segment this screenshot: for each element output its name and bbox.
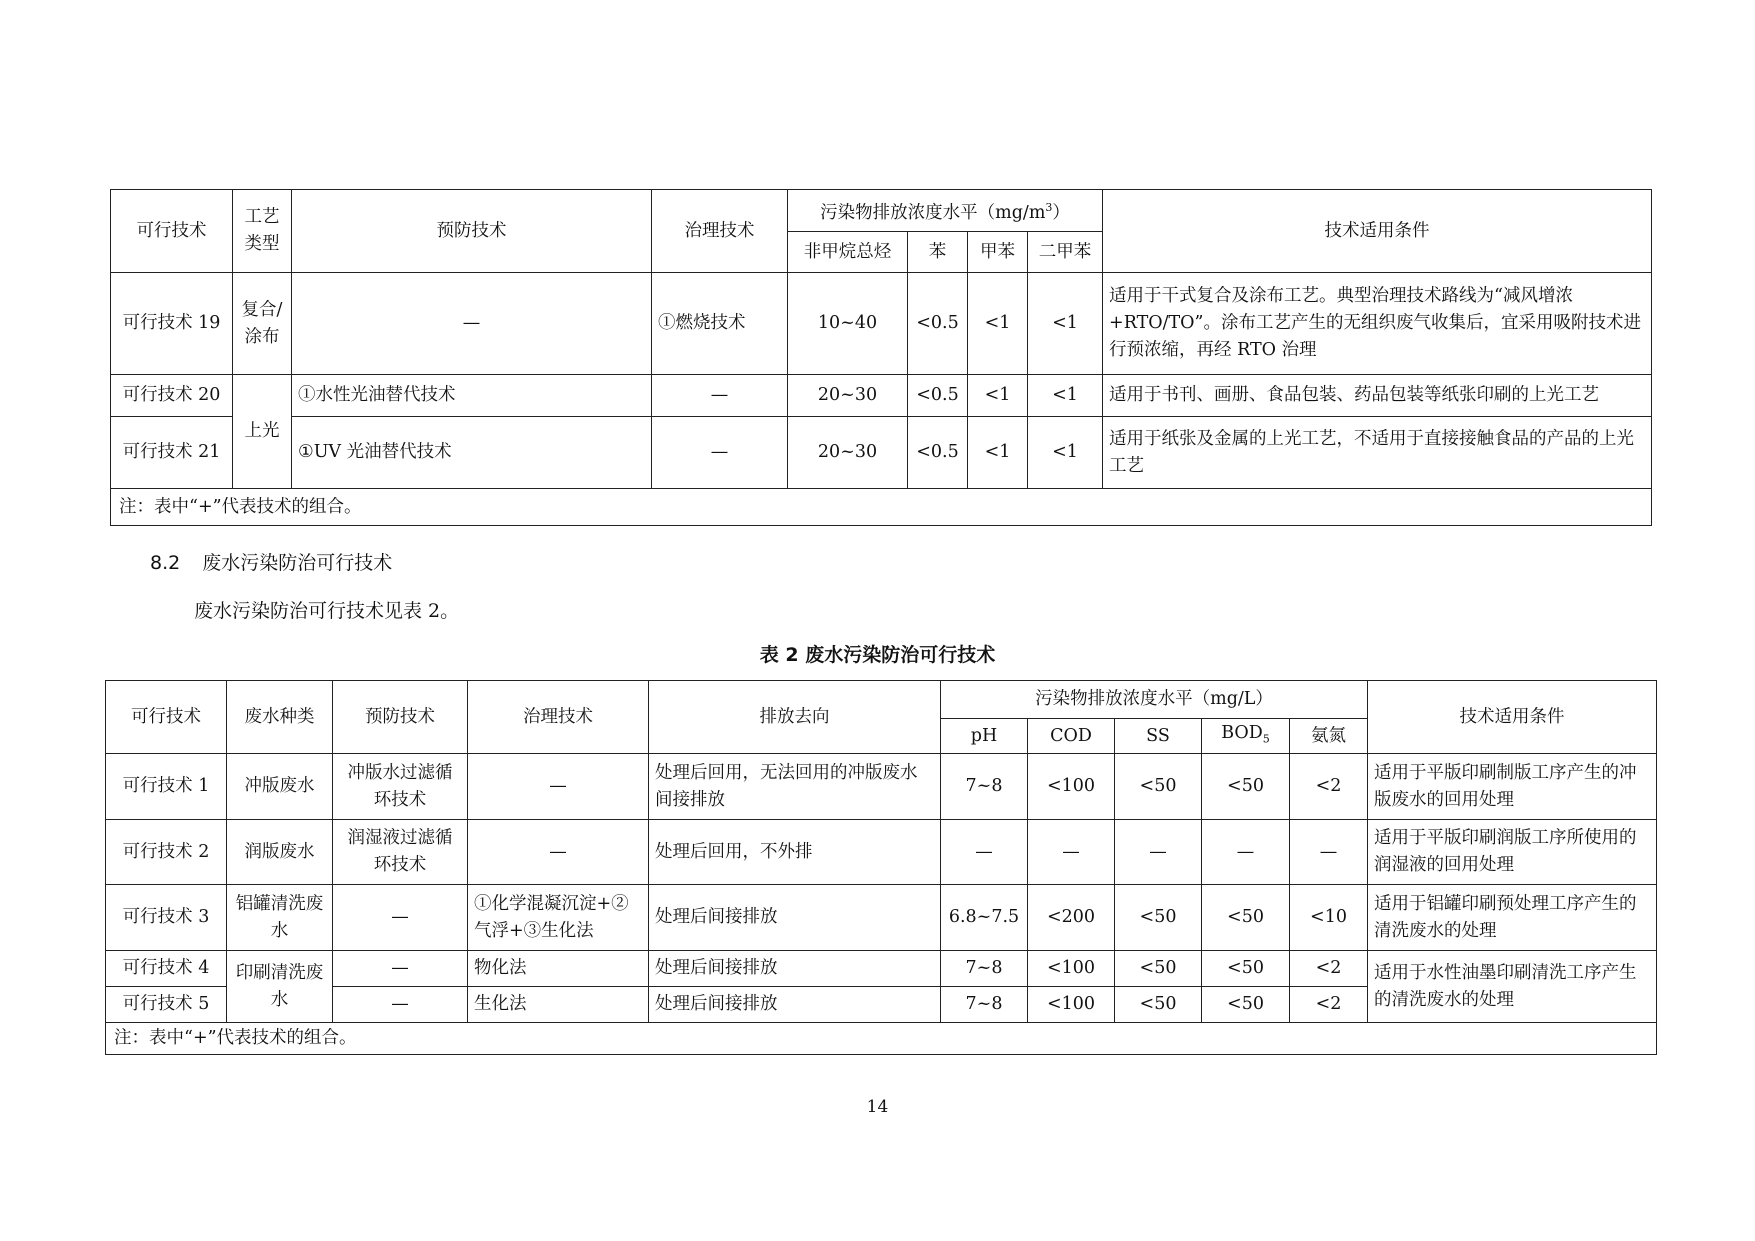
cell-tech: 可行技术 20 (111, 375, 233, 417)
cell-ph: 7~8 (941, 987, 1028, 1023)
header-xylene: 二甲苯 (1028, 232, 1103, 273)
cell-xylene: <1 (1028, 375, 1103, 417)
header-type: 废水种类 (227, 681, 333, 754)
cell-type: 冲版废水 (227, 754, 333, 820)
cell-prevention: ①水性光油替代技术 (292, 375, 652, 417)
cell-condition: 适用于铝罐印刷预处理工序产生的清洗废水的处理 (1368, 885, 1657, 951)
cell-benzene: <0.5 (908, 375, 968, 417)
cell-prevention: — (333, 951, 468, 987)
cell-cod: — (1028, 820, 1115, 885)
header-process: 工艺类型 (233, 190, 292, 273)
cell-treatment: — (468, 754, 649, 820)
cell-ss: <50 (1115, 951, 1202, 987)
cell-condition: 适用于干式复合及涂布工艺。典型治理技术路线为“减风增浓+RTO/TO”。涂布工艺产生的无组织废气收集后，宜采用吸附技术进行预浓缩，再经 RTO 治理 (1103, 273, 1652, 375)
cell-nh3n: <2 (1290, 951, 1368, 987)
section-title: 废水污染防治可行技术 (202, 552, 393, 574)
cell-cod: <100 (1028, 987, 1115, 1023)
cell-prevention: ①UV 光油替代技术 (292, 417, 652, 489)
cell-ph: 7~8 (941, 754, 1028, 820)
cell-tech: 可行技术 21 (111, 417, 233, 489)
cell-tech: 可行技术 3 (106, 885, 227, 951)
cell-type: 润版废水 (227, 820, 333, 885)
header-tech: 可行技术 (111, 190, 233, 273)
cell-ph: — (941, 820, 1028, 885)
cell-toluene: <1 (968, 273, 1028, 375)
cell-condition: 适用于书刊、画册、食品包装、药品包装等纸张印刷的上光工艺 (1103, 375, 1652, 417)
cell-prevention: 润湿液过滤循环技术 (333, 820, 468, 885)
cell-type: 铝罐清洗废水 (227, 885, 333, 951)
header-prevention: 预防技术 (292, 190, 652, 273)
cell-condition: 适用于水性油墨印刷清洗工序产生的清洗废水的处理 (1368, 951, 1657, 1023)
table-note-row (106, 1023, 1657, 1055)
table-note: 注：表中“+”代表技术的组合。 (106, 1023, 1657, 1055)
cell-nmhc: 20~30 (788, 375, 908, 417)
cell-bod: <50 (1202, 885, 1290, 951)
header-condition: 技术适用条件 (1103, 190, 1652, 273)
cell-benzene: <0.5 (908, 273, 968, 375)
header-cod: COD (1028, 719, 1115, 754)
cell-toluene: <1 (968, 417, 1028, 489)
cell-bod: — (1202, 820, 1290, 885)
cell-ss: <50 (1115, 754, 1202, 820)
cell-bod: <50 (1202, 754, 1290, 820)
cell-nh3n: <2 (1290, 987, 1368, 1023)
table-waste-gas-continued (110, 189, 1652, 526)
cell-treatment: ①燃烧技术 (652, 273, 788, 375)
cell-discharge: 处理后间接排放 (649, 987, 941, 1023)
header-nh3n: 氨氮 (1290, 719, 1368, 754)
cell-condition: 适用于平版印刷润版工序所使用的润湿液的回用处理 (1368, 820, 1657, 885)
cell-ss: <50 (1115, 885, 1202, 951)
cell-nh3n: <10 (1290, 885, 1368, 951)
cell-ss: <50 (1115, 987, 1202, 1023)
header-toluene: 甲苯 (968, 232, 1028, 273)
cell-prevention: — (333, 885, 468, 951)
cell-process: 复合/涂布 (233, 273, 292, 375)
cell-treatment: — (652, 417, 788, 489)
header-tech: 可行技术 (106, 681, 227, 754)
cell-nmhc: 20~30 (788, 417, 908, 489)
table-wastewater (105, 680, 1657, 1055)
table-row (106, 754, 1657, 820)
cell-cod: <100 (1028, 951, 1115, 987)
header-discharge: 排放去向 (649, 681, 941, 754)
table-row (111, 273, 1652, 375)
cell-bod: <50 (1202, 951, 1290, 987)
table-note-row (111, 489, 1652, 526)
cell-toluene: <1 (968, 375, 1028, 417)
cell-ph: 6.8~7.5 (941, 885, 1028, 951)
header-prevention: 预防技术 (333, 681, 468, 754)
header-emission-group: 污染物排放浓度水平$(mg/m^3)$ (788, 190, 1103, 232)
header-emission-group: 污染物排放浓度水平（mg/L） (941, 681, 1368, 719)
table-caption: 表 2 废水污染防治可行技术 (759, 644, 996, 666)
cell-tech: 可行技术 1 (106, 754, 227, 820)
cell-discharge: 处理后回用，不外排 (649, 820, 941, 885)
cell-nmhc: 10~40 (788, 273, 908, 375)
cell-xylene: <1 (1028, 273, 1103, 375)
header-ph: pH (941, 719, 1028, 754)
cell-benzene: <0.5 (908, 417, 968, 489)
cell-nh3n: — (1290, 820, 1368, 885)
header-treatment: 治理技术 (468, 681, 649, 754)
header-treatment: 治理技术 (652, 190, 788, 273)
cell-prevention: — (333, 987, 468, 1023)
cell-tech: 可行技术 4 (106, 951, 227, 987)
cell-treatment: — (652, 375, 788, 417)
section-heading (150, 548, 392, 575)
header-nmhc: 非甲烷总烃 (788, 232, 908, 273)
header-ss: SS (1115, 719, 1202, 754)
header-bod: $BOD_5$ (1202, 719, 1290, 754)
cell-bod: <50 (1202, 987, 1290, 1023)
cell-condition: 适用于平版印刷制版工序产生的冲版废水的回用处理 (1368, 754, 1657, 820)
cell-prevention: — (292, 273, 652, 375)
table-row (106, 951, 1657, 987)
cell-tech: 可行技术 2 (106, 820, 227, 885)
cell-nh3n: <2 (1290, 754, 1368, 820)
cell-discharge: 处理后间接排放 (649, 885, 941, 951)
table-row (106, 820, 1657, 885)
cell-xylene: <1 (1028, 417, 1103, 489)
cell-type: 印刷清洗废水 (227, 951, 333, 1023)
table-row (111, 417, 1652, 489)
cell-discharge: 处理后回用，无法回用的冲版废水间接排放 (649, 754, 941, 820)
cell-tech: 可行技术 19 (111, 273, 233, 375)
table-header-row (111, 190, 1652, 232)
cell-treatment: — (468, 820, 649, 885)
section-number: 8.2 (150, 552, 181, 574)
cell-treatment: 生化法 (468, 987, 649, 1023)
cell-cod: <100 (1028, 754, 1115, 820)
header-condition: 技术适用条件 (1368, 681, 1657, 754)
table-row (106, 885, 1657, 951)
cell-cod: <200 (1028, 885, 1115, 951)
cell-treatment: 物化法 (468, 951, 649, 987)
cell-process: 上光 (233, 375, 292, 489)
cell-ph: 7~8 (941, 951, 1028, 987)
header-benzene: 苯 (908, 232, 968, 273)
cell-prevention: 冲版水过滤循环技术 (333, 754, 468, 820)
body-paragraph: 废水污染防治可行技术见表 2。 (194, 600, 460, 622)
cell-treatment: ①化学混凝沉淀+②气浮+③生化法 (468, 885, 649, 951)
cell-ss: — (1115, 820, 1202, 885)
table-header-row (106, 681, 1657, 719)
table-row (111, 375, 1652, 417)
page-number: 14 (866, 1097, 889, 1117)
cell-tech: 可行技术 5 (106, 987, 227, 1023)
cell-condition: 适用于纸张及金属的上光工艺，不适用于直接接触食品的产品的上光工艺 (1103, 417, 1652, 489)
table-note: 注：表中“+”代表技术的组合。 (111, 489, 1652, 526)
cell-discharge: 处理后间接排放 (649, 951, 941, 987)
